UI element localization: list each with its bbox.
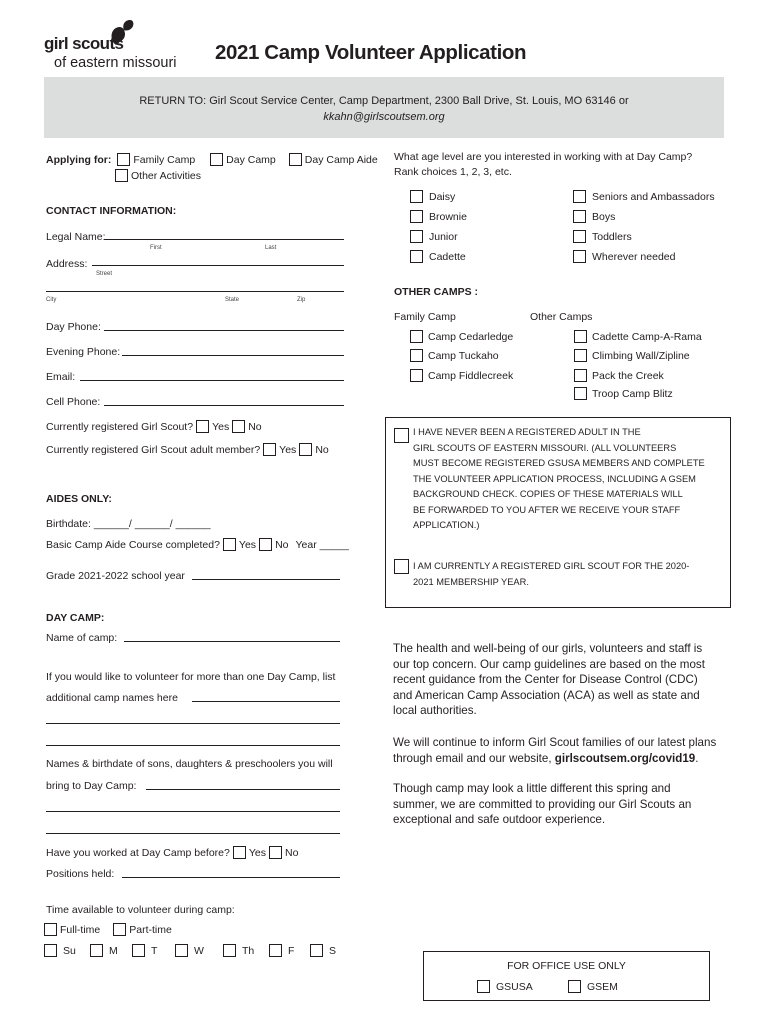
logo (44, 14, 194, 74)
wherever-label: Wherever needed (592, 250, 676, 263)
age-seniors (573, 190, 715, 203)
worked-before-yes-label: Yes (248, 846, 266, 859)
p1-line-1: The health and well-being of our girls, volunteers and staff is (393, 642, 703, 655)
family-camp-checkbox[interactable] (117, 153, 130, 166)
more-camps-text-2: additional camp names here (46, 692, 178, 704)
age-daisy (410, 190, 455, 203)
first-caption: First (150, 245, 162, 251)
never-line-7: APPLICATION.) (413, 520, 480, 530)
gsem-checkbox[interactable] (568, 980, 581, 993)
registered-gs-no-label: No (248, 420, 262, 433)
climbing-wall-checkbox[interactable] (574, 349, 587, 362)
p2-line-1: We will continue to inform Girl Scout families of our latest plans (393, 736, 717, 749)
never-line-4: THE VOLUNTEER APPLICATION PROCESS, INCLUDING A GSEM (413, 473, 696, 484)
registered-adult-no-checkbox[interactable] (299, 443, 312, 456)
registered-adult-yes-label: Yes (279, 443, 297, 456)
street-line[interactable] (92, 265, 344, 266)
children-line-3[interactable] (46, 833, 340, 834)
camp-name-label: Name of camp: (46, 632, 118, 644)
daisy-rank-box[interactable] (410, 190, 423, 203)
daisy-label: Daisy (429, 190, 456, 203)
worked-before-yes-checkbox[interactable] (233, 846, 246, 859)
legal-name-line[interactable] (104, 239, 344, 240)
tuckaho-label: Camp Tuckaho (428, 349, 499, 362)
cadette-rama-label: Cadette Camp-A-Rama (592, 330, 702, 343)
camp-cedarledge (410, 330, 513, 343)
evening-phone-label: Evening Phone: (46, 346, 121, 358)
legal-name-label: Legal Name: (46, 231, 106, 243)
course-row (46, 538, 349, 551)
applying-for (46, 153, 378, 166)
p1-line-2: our top concern. Our camp guidelines are based on the most (393, 657, 705, 671)
p2-suffix: . (695, 751, 699, 765)
day-f-checkbox[interactable] (269, 944, 282, 957)
seniors-label: Seniors and Ambassadors (592, 190, 715, 203)
worked-before-row (46, 846, 298, 859)
never-line-1: I HAVE NEVER BEEN A REGISTERED ADULT IN THE (413, 427, 641, 437)
registered-gs-no-checkbox[interactable] (232, 420, 245, 433)
more-camps-line-2[interactable] (46, 723, 340, 724)
day-m-label: M (109, 944, 118, 957)
cell-phone-label: Cell Phone: (46, 396, 101, 408)
day-th-checkbox[interactable] (223, 944, 236, 957)
day-t-checkbox[interactable] (132, 944, 145, 957)
time-available-label: Time available to volunteer during camp: (46, 904, 235, 916)
applying-label: Applying for: (46, 153, 112, 166)
current-line-1: I AM CURRENTLY A REGISTERED GIRL SCOUT FOR THE 2020- (413, 561, 690, 571)
course-yes-checkbox[interactable] (223, 538, 236, 551)
day-su-label: Su (63, 944, 76, 957)
part-time-checkbox[interactable] (113, 923, 126, 936)
children-line-2[interactable] (46, 811, 340, 812)
gsem-label: GSEM (587, 980, 618, 993)
age-boys (573, 210, 615, 223)
tuckaho-checkbox[interactable] (410, 349, 423, 362)
worked-before-no-checkbox[interactable] (269, 846, 282, 859)
p3-line-2: summer, we are committed to providing our Girl Scouts an (393, 797, 692, 811)
positions-line[interactable] (122, 877, 340, 878)
age-question-1: What age level are you interested in working with at Day Camp? (394, 151, 693, 163)
day-t-label: T (151, 944, 158, 957)
current-line-2: 2021 MEMBERSHIP YEAR. (413, 576, 529, 587)
troop-blitz-checkbox[interactable] (574, 387, 587, 400)
toddlers-rank-box[interactable] (573, 230, 586, 243)
day-m-checkbox[interactable] (90, 944, 103, 957)
contact-heading: CONTACT INFORMATION: (46, 205, 177, 217)
seniors-rank-box[interactable] (573, 190, 586, 203)
cadette-rama-checkbox[interactable] (574, 330, 587, 343)
cadette-label: Cadette (429, 250, 466, 263)
camp-cadette-rama (574, 330, 702, 343)
email-label: Email: (46, 371, 76, 383)
zip-caption: Zip (297, 297, 306, 303)
camp-troop-blitz (574, 387, 673, 400)
wherever-rank-box[interactable] (573, 250, 586, 263)
worked-before-no-label: No (284, 846, 299, 859)
street-caption: Street (96, 271, 113, 277)
p1-line-5: local authorities. (393, 704, 477, 717)
email-line[interactable] (80, 380, 344, 381)
last-caption: Last (265, 245, 277, 251)
day-camp-label: Day Camp (226, 153, 276, 166)
junior-rank-box[interactable] (410, 230, 423, 243)
full-time-checkbox[interactable] (44, 923, 57, 936)
cadette-rank-box[interactable] (410, 250, 423, 263)
evening-phone-line[interactable] (122, 355, 344, 356)
camp-pack-creek (574, 369, 664, 382)
day-w-checkbox[interactable] (175, 944, 188, 957)
boys-rank-box[interactable] (573, 210, 586, 223)
city-caption: City (46, 297, 57, 303)
p3-line-3: exceptional and safe outdoor experience. (393, 813, 606, 826)
office-use-box (423, 951, 710, 1001)
children-text-2: bring to Day Camp: (46, 780, 137, 792)
cell-phone-line[interactable] (104, 405, 344, 406)
grade-line[interactable] (192, 579, 340, 580)
p3-line-1: Though camp may look a little different this spring and (393, 782, 671, 795)
other-activities-checkbox[interactable] (115, 169, 128, 182)
p2-line-2-prefix: through email and our website, (393, 751, 555, 765)
camp-climbing-wall (574, 349, 690, 362)
cedarledge-label: Camp Cedarledge (428, 330, 514, 343)
p1-line-3: recent guidance from the Center for Disease Control (CDC) (393, 673, 698, 686)
covid-link[interactable]: girlscoutsem.org/covid19 (554, 751, 696, 765)
camp-fiddlecreek (410, 369, 513, 382)
never-line-3: MUST BECOME REGISTERED GSUSA MEMBERS AND COMPLETE (413, 458, 705, 468)
gsusa-label: GSUSA (496, 980, 533, 993)
never-line-2: GIRL SCOUTS OF EASTERN MISSOURI. (ALL VOLUNTEERS (413, 442, 677, 453)
day-camp-aide-label: Day Camp Aide (304, 153, 378, 166)
fiddlecreek-label: Camp Fiddlecreek (428, 369, 514, 382)
age-toddlers (573, 230, 632, 243)
troop-blitz-label: Troop Camp Blitz (592, 387, 673, 400)
toddlers-label: Toddlers (592, 230, 632, 243)
day-th-label: Th (242, 944, 255, 957)
day-camp-checkbox[interactable] (210, 153, 223, 166)
day-camp-aide-checkbox[interactable] (289, 153, 302, 166)
grade-label: Grade 2021-2022 school year (46, 570, 185, 582)
course-no-label: No (275, 538, 289, 551)
return-address: RETURN TO: Girl Scout Service Center, Camp Department, 2300 Ball Drive, St. Louis, MO 63146 or (139, 95, 629, 107)
children-text-1: Names & birthdate of sons, daughters & preschoolers you will (46, 758, 333, 770)
more-camps-line-1[interactable] (192, 701, 340, 702)
office-gsem (568, 980, 618, 993)
aides-heading: AIDES ONLY: (46, 493, 112, 505)
logo-line2: of eastern missouri (54, 55, 177, 71)
registered-gs-yes-label: Yes (212, 420, 230, 433)
never-line-5: BACKGROUND CHECK. COPIES OF THESE MATERIALS WILL (413, 489, 683, 499)
other-activities-label: Other Activities (131, 169, 202, 182)
day-su-checkbox[interactable] (44, 944, 57, 957)
day-f-label: F (288, 944, 295, 957)
course-year-field[interactable]: Year _____ (295, 538, 349, 551)
currently-registered-checkbox[interactable] (394, 559, 409, 574)
course-yes-label: Yes (238, 538, 257, 551)
page-title: 2021 Camp Volunteer Application (215, 41, 527, 64)
age-wherever (573, 250, 675, 263)
more-camps-line-3[interactable] (46, 745, 340, 746)
fiddlecreek-checkbox[interactable] (410, 369, 423, 382)
other-camps-subheading: Other Camps (530, 311, 593, 323)
family-camp-subheading: Family Camp (394, 311, 456, 323)
other-activities-row (115, 169, 201, 182)
never-line-6: BE FORWARDED TO YOU AFTER WE RECEIVE YOUR STAFF (413, 504, 681, 515)
part-time-label: Part-time (129, 923, 172, 936)
day-w-label: W (194, 944, 204, 957)
address-label: Address: (46, 258, 88, 270)
course-no-checkbox[interactable] (259, 538, 272, 551)
children-line-1[interactable] (146, 789, 340, 790)
day-phone-label: Day Phone: (46, 321, 101, 333)
city-line[interactable] (46, 291, 344, 292)
day-s-checkbox[interactable] (310, 944, 323, 957)
registered-adult-yes-checkbox[interactable] (263, 443, 276, 456)
camp-tuckaho (410, 349, 499, 362)
more-camps-text-1: If you would like to volunteer for more than one Day Camp, list (46, 671, 336, 683)
day-s-label: S (329, 944, 337, 957)
office-gsusa (477, 980, 533, 993)
climbing-wall-label: Climbing Wall/Zipline (592, 349, 690, 362)
age-cadette (410, 250, 466, 263)
gsusa-checkbox[interactable] (477, 980, 490, 993)
age-question-2: Rank choices 1, 2, 3, etc. (394, 166, 512, 178)
other-camps-heading: OTHER CAMPS : (394, 286, 478, 298)
p2-line-2 (393, 751, 698, 767)
office-use-heading: FOR OFFICE USE ONLY (507, 960, 626, 972)
registered-gs-yes-checkbox[interactable] (196, 420, 209, 433)
registered-gs-row (46, 420, 262, 433)
positions-label: Positions held: (46, 868, 115, 880)
worked-before-label: Have you worked at Day Camp before? (46, 846, 230, 859)
p1-line-4: and American Camp Association (ACA) as well as state and (393, 688, 700, 702)
boys-label: Boys (592, 210, 616, 223)
course-label: Basic Camp Aide Course completed? (46, 538, 220, 551)
brownie-rank-box[interactable] (410, 210, 423, 223)
registered-adult-row (46, 443, 329, 456)
age-brownie (410, 210, 467, 223)
family-camp-label: Family Camp (133, 153, 196, 166)
days-row (44, 944, 336, 957)
time-row (44, 923, 172, 936)
day-phone-line[interactable] (104, 330, 344, 331)
birthdate-field[interactable]: Birthdate: ______/ ______/ ______ (46, 518, 211, 530)
return-email: kkahn@girlscoutsem.org (323, 111, 445, 123)
logo-line1: girl scouts (44, 34, 124, 53)
full-time-label: Full-time (60, 923, 101, 936)
state-caption: State (225, 297, 240, 303)
pack-creek-label: Pack the Creek (592, 369, 664, 382)
registration-box (385, 417, 731, 608)
registered-adult-no-label: No (315, 443, 329, 456)
camp-name-line[interactable] (124, 641, 340, 642)
return-banner (44, 77, 724, 138)
pack-creek-checkbox[interactable] (574, 369, 587, 382)
brownie-label: Brownie (429, 210, 467, 223)
age-junior (410, 230, 458, 243)
day-camp-heading: DAY CAMP: (46, 612, 105, 624)
registered-adult-label: Currently registered Girl Scout adult member? (46, 443, 261, 456)
never-registered-checkbox[interactable] (394, 428, 409, 443)
registered-gs-label: Currently registered Girl Scout? (46, 420, 194, 433)
junior-label: Junior (429, 230, 458, 243)
cedarledge-checkbox[interactable] (410, 330, 423, 343)
